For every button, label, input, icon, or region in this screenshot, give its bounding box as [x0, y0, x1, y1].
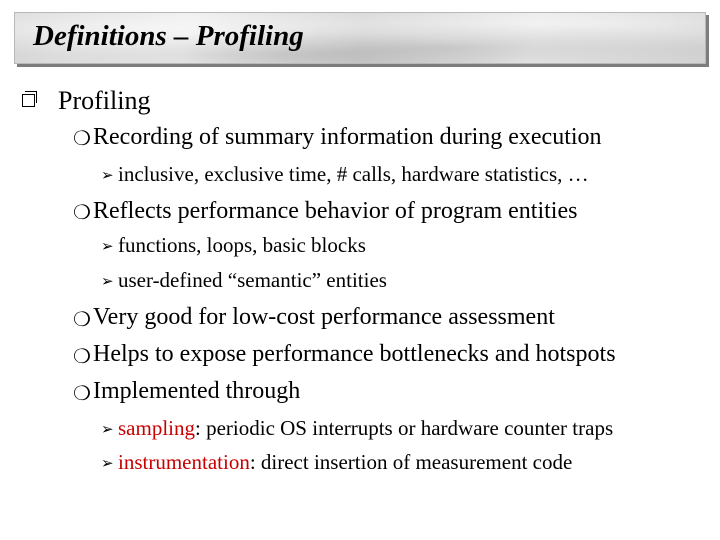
- bullet-text: Implemented through: [93, 378, 301, 404]
- square-bullet-icon: [22, 94, 35, 107]
- term-description: : direct insertion of measurement code: [249, 450, 573, 474]
- circle-bullet-icon: ❍: [73, 383, 91, 405]
- bullet-text: Very good for low-cost performance assessment: [93, 304, 555, 330]
- level1-item: [0, 86, 720, 116]
- level1-text: Profiling: [58, 86, 151, 115]
- arrow-bullet-icon: ➢: [101, 422, 114, 438]
- circle-bullet-icon: ❍: [73, 309, 91, 331]
- circle-bullet-icon: ❍: [73, 202, 91, 224]
- bullet-text: Recording of summary information during execution: [93, 124, 602, 150]
- arrow-bullet-icon: ➢: [101, 168, 114, 184]
- circle-bullet-icon: ❍: [73, 128, 91, 150]
- arrow-bullet-icon: ➢: [101, 274, 114, 290]
- sub-bullet-text: functions, loops, basic blocks: [118, 233, 366, 257]
- sub-bullet-text: [118, 450, 572, 475]
- term-instrumentation: instrumentation: [118, 450, 250, 474]
- sub-bullet-text: user-defined “semantic” entities: [118, 268, 387, 292]
- title-banner: [14, 12, 706, 64]
- arrow-bullet-icon: ➢: [101, 239, 114, 255]
- slide-title: Definitions – Profiling: [33, 20, 304, 52]
- sub-bullet-text: [118, 416, 613, 441]
- term-sampling: sampling: [118, 416, 195, 440]
- term-description: : periodic OS interrupts or hardware counter traps: [195, 416, 614, 440]
- arrow-bullet-icon: ➢: [101, 456, 114, 472]
- bullet-text: Reflects performance behavior of program entities: [93, 198, 578, 224]
- circle-bullet-icon: ❍: [73, 346, 91, 368]
- bullet-text: Helps to expose performance bottlenecks and hotspots: [93, 341, 616, 367]
- sub-bullet-text: inclusive, exclusive time, # calls, hardware statistics, …: [118, 162, 589, 186]
